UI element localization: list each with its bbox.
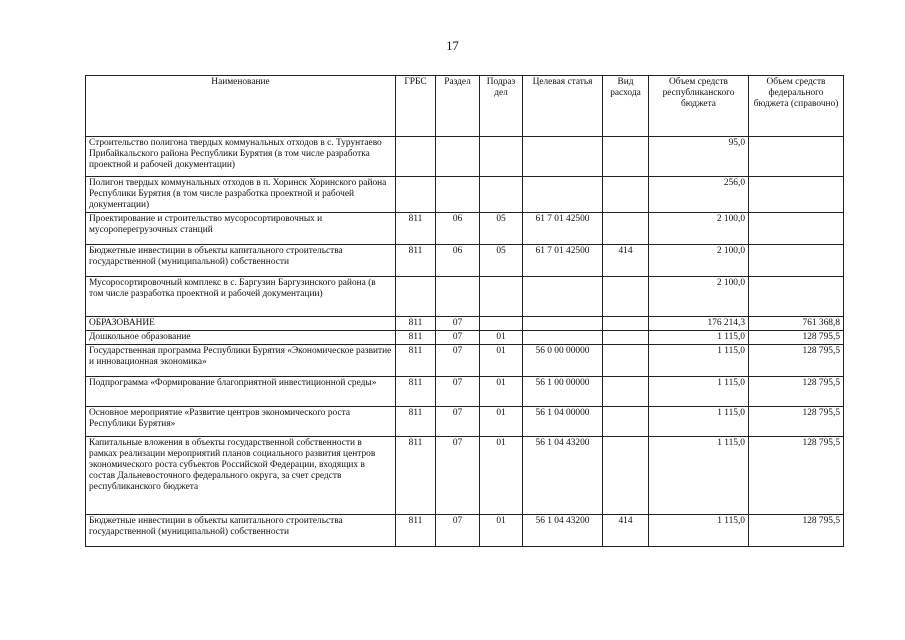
row-republic-amount: 1 115,0 (649, 437, 749, 515)
table-row (86, 213, 844, 245)
page-number: 17 (446, 39, 459, 53)
row-subsection (480, 137, 523, 177)
row-name: Бюджетные инвестиции в объекты капитального строительства государственной (муниципальной) собственности (86, 245, 396, 277)
row-section: 07 (436, 437, 480, 515)
row-expense-type: 414 (603, 515, 649, 547)
table-row (86, 177, 844, 213)
row-target-article: 56 1 00 00000 (523, 377, 603, 407)
row-section (436, 177, 480, 213)
row-republic-amount: 1 115,0 (649, 331, 749, 345)
table-row (86, 407, 844, 437)
row-name: Основное мероприятие «Развитие центров экономического роста Республики Бурятия» (86, 407, 396, 437)
row-federal-amount (749, 277, 844, 317)
row-subsection (480, 277, 523, 317)
row-expense-type (603, 213, 649, 245)
row-name: Строительство полигона твердых коммунальных отходов в с. Турунтаево Прибайкальского района Республики Бурятия (в том числе разработка проектной и рабочей документации) (86, 137, 396, 177)
row-name: ОБРАЗОВАНИЕ (86, 317, 396, 331)
row-federal-amount (749, 137, 844, 177)
row-republic-amount: 2 100,0 (649, 213, 749, 245)
row-target-article: 61 7 01 42500 (523, 245, 603, 277)
row-grbs: 811 (396, 345, 436, 377)
row-federal-amount: 128 795,5 (749, 331, 844, 345)
row-grbs (396, 177, 436, 213)
row-grbs: 811 (396, 377, 436, 407)
row-federal-amount: 128 795,5 (749, 377, 844, 407)
budget-table (85, 75, 844, 547)
table-row (86, 377, 844, 407)
header-name: Наименование (86, 76, 396, 137)
header-republic-budget: Объем средств республиканского бюджета (649, 76, 749, 137)
row-federal-amount: 128 795,5 (749, 345, 844, 377)
row-section (436, 137, 480, 177)
row-subsection: 05 (480, 245, 523, 277)
table-row (86, 317, 844, 331)
header-subsection: Подраз дел (480, 76, 523, 137)
row-republic-amount: 1 115,0 (649, 515, 749, 547)
row-federal-amount: 128 795,5 (749, 407, 844, 437)
row-subsection: 01 (480, 331, 523, 345)
row-name: Дошкольное образование (86, 331, 396, 345)
row-federal-amount: 761 368,8 (749, 317, 844, 331)
row-section: 06 (436, 213, 480, 245)
row-name: Капитальные вложения в объекты государственной собственности в рамках реализации мероприятий планов социального развития центров экономического роста субъектов Российской Федерации, входящих в состав Дальневосточного федерального округа, за счет средств республиканского бюджета (86, 437, 396, 515)
header-section: Раздел (436, 76, 480, 137)
row-target-article (523, 137, 603, 177)
row-grbs: 811 (396, 213, 436, 245)
row-grbs: 811 (396, 515, 436, 547)
row-section: 07 (436, 377, 480, 407)
row-grbs: 811 (396, 407, 436, 437)
row-target-article: 56 1 04 43200 (523, 515, 603, 547)
row-name: Проектирование и строительство мусоросортировочных и мусороперегрузочных станций (86, 213, 396, 245)
row-republic-amount: 2 100,0 (649, 245, 749, 277)
table-header-row (86, 76, 844, 137)
row-section: 07 (436, 345, 480, 377)
header-grbs: ГРБС (396, 76, 436, 137)
row-republic-amount: 176 214,3 (649, 317, 749, 331)
row-subsection: 01 (480, 407, 523, 437)
row-subsection (480, 317, 523, 331)
row-republic-amount: 1 115,0 (649, 407, 749, 437)
row-subsection: 01 (480, 437, 523, 515)
row-expense-type: 414 (603, 245, 649, 277)
table-row (86, 245, 844, 277)
row-republic-amount: 1 115,0 (649, 345, 749, 377)
row-subsection: 01 (480, 345, 523, 377)
row-republic-amount: 2 100,0 (649, 277, 749, 317)
row-name: Бюджетные инвестиции в объекты капитального строительства государственной (муниципальной) собственности (86, 515, 396, 547)
row-grbs: 811 (396, 437, 436, 515)
row-grbs: 811 (396, 331, 436, 345)
row-target-article: 56 0 00 00000 (523, 345, 603, 377)
row-expense-type (603, 177, 649, 213)
row-section: 07 (436, 331, 480, 345)
row-target-article (523, 331, 603, 345)
row-target-article: 61 7 01 42500 (523, 213, 603, 245)
row-section: 07 (436, 317, 480, 331)
row-target-article: 56 1 04 43200 (523, 437, 603, 515)
row-target-article: 56 1 04 00000 (523, 407, 603, 437)
header-target-article: Целевая статья (523, 76, 603, 137)
row-section: 07 (436, 515, 480, 547)
header-expense-type: Вид расхода (603, 76, 649, 137)
row-subsection: 05 (480, 213, 523, 245)
row-federal-amount (749, 177, 844, 213)
row-name: Мусоросортировочный комплекс в с. Баргузин Баргузинского района (в том числе разработка проектной и рабочей документации) (86, 277, 396, 317)
row-grbs (396, 137, 436, 177)
row-republic-amount: 256,0 (649, 177, 749, 213)
row-federal-amount (749, 213, 844, 245)
table-row (86, 137, 844, 177)
row-grbs: 811 (396, 245, 436, 277)
row-section: 07 (436, 407, 480, 437)
row-expense-type (603, 437, 649, 515)
row-expense-type (603, 277, 649, 317)
row-federal-amount: 128 795,5 (749, 437, 844, 515)
table-row (86, 515, 844, 547)
row-expense-type (603, 331, 649, 345)
row-republic-amount: 95,0 (649, 137, 749, 177)
row-target-article (523, 317, 603, 331)
row-federal-amount: 128 795,5 (749, 515, 844, 547)
row-expense-type (603, 377, 649, 407)
row-grbs: 811 (396, 317, 436, 331)
row-name: Подпрограмма «Формирование благоприятной инвестиционной среды» (86, 377, 396, 407)
row-federal-amount (749, 245, 844, 277)
row-expense-type (603, 137, 649, 177)
row-section (436, 277, 480, 317)
row-target-article (523, 277, 603, 317)
header-federal-budget: Объем средств федерального бюджета (справочно) (749, 76, 844, 137)
row-name: Государственная программа Республики Бурятия «Экономическое развитие и инновационная экономика» (86, 345, 396, 377)
row-expense-type (603, 345, 649, 377)
row-subsection (480, 177, 523, 213)
table-row (86, 277, 844, 317)
table-row (86, 331, 844, 345)
row-grbs (396, 277, 436, 317)
row-expense-type (603, 407, 649, 437)
row-target-article (523, 177, 603, 213)
table-row (86, 345, 844, 377)
table-row (86, 437, 844, 515)
row-republic-amount: 1 115,0 (649, 377, 749, 407)
row-name: Полигон твердых коммунальных отходов в п. Хоринск Хоринского района Республики Бурятия (в том числе разработка проектной и рабочей документации) (86, 177, 396, 213)
row-expense-type (603, 317, 649, 331)
row-subsection: 01 (480, 515, 523, 547)
row-section: 06 (436, 245, 480, 277)
row-subsection: 01 (480, 377, 523, 407)
